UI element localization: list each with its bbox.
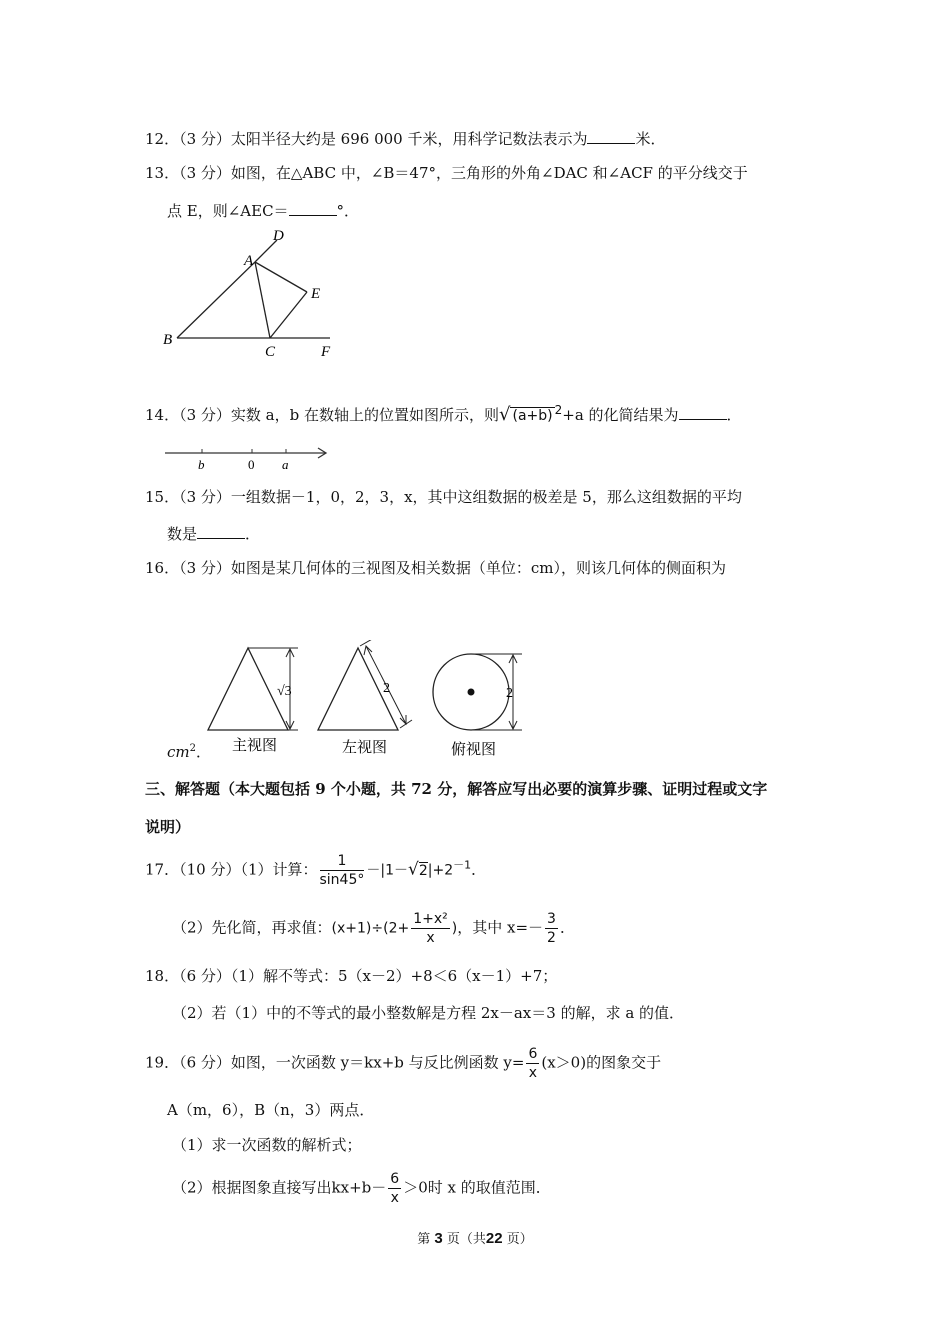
q17-p2-expr-a: (x+1)÷(2+ (331, 920, 410, 937)
q17-x-den: 2 (547, 930, 556, 946)
label-F: F (321, 344, 331, 360)
q19-line2: A（m，6），B（n，3）两点． (167, 1101, 375, 1119)
q19-part2 (172, 1170, 551, 1207)
q17-part2 (172, 910, 575, 947)
q13-tail: °． (336, 202, 360, 220)
footer-post: 页） (506, 1232, 533, 1247)
sqrt-icon: √ (408, 859, 419, 880)
q14-number: 14．（3 分） (145, 406, 231, 424)
q19-part1: （1）求一次函数的解析式； (172, 1136, 362, 1154)
section3-heading-cont: 说明） (145, 818, 191, 836)
q17-exp: －1 (453, 858, 472, 872)
q17-p2-tail: ． (559, 918, 575, 937)
q17-frac-num: 1 (320, 852, 365, 871)
q15-line2 (167, 523, 260, 544)
caption-front: 主视图 (232, 736, 278, 754)
q17-expr-a: －|1－ (366, 862, 408, 879)
q19-frac-den: x (528, 1065, 538, 1081)
q15-blank (197, 526, 245, 539)
slant-label: 2 (383, 681, 390, 696)
footer-pre: 第 (417, 1232, 431, 1247)
q17-p2-frac-num: 1+x² (413, 911, 448, 927)
q18-p1: （1）解不等式：5（x－2）+8＜6（x－1）+7； (230, 967, 558, 985)
q12-tail: 米． (635, 130, 666, 148)
q19-line1 (145, 1045, 661, 1082)
caption-left: 左视图 (342, 738, 388, 756)
q16-unit-text: cm (167, 743, 190, 761)
q13-line1 (145, 162, 748, 183)
section3-heading: 三、解答题（本大题包括 9 个小题，共 72 分，解答应写出必要的演算步骤、证明过程或文字 (145, 780, 768, 798)
label-A: A (244, 253, 254, 269)
q19-frac-num: 6 (528, 1046, 538, 1062)
q14-blank (679, 407, 727, 420)
q15-line1 (145, 486, 742, 507)
q19-number: 19．（6 分） (145, 1053, 231, 1072)
page-footer (0, 1228, 950, 1247)
caption-top: 俯视图 (451, 740, 497, 758)
q19-p2-fraction (388, 1170, 401, 1207)
label-D: D (273, 228, 284, 244)
q16-unit-exp: 2 (189, 743, 196, 754)
q14-text2: +a 的化简结果为 (562, 406, 679, 424)
q17-p2-frac-den: x (426, 930, 435, 946)
q14-tail: ． (726, 406, 742, 424)
q12-text: 太阳半径大约是 696 000 千米，用科学记数法表示为 (230, 130, 588, 148)
q16-number: 16．（3 分） (145, 559, 231, 577)
q13-blank (289, 203, 337, 216)
sqrt-icon: √ (499, 404, 511, 425)
q17-p2-where: ，其中 x=－ (457, 918, 544, 937)
q19-text: 如图，一次函数 y＝kx+b 与反比例函数 y= (230, 1053, 525, 1072)
diameter-label: 2 (506, 686, 513, 701)
q13-number: 13．（3 分） (145, 164, 231, 182)
label-E: E (311, 286, 321, 302)
q19-text2: (x＞0)的图象交于 (541, 1053, 662, 1072)
q12-number: 12．（3 分） (145, 130, 231, 148)
q19-p2-frac-den: x (390, 1190, 399, 1206)
q12 (145, 128, 666, 149)
q12-blank (587, 131, 635, 144)
q17-p2-expr-b: ) (451, 920, 458, 937)
q14-text: 实数 a，b 在数轴上的位置如图所示，则 (230, 406, 499, 424)
q13-text: 如图，在△ABC 中，∠B＝47°，三角形的外角∠DAC 和∠ACF 的平分线交于 (230, 164, 748, 182)
q17-p1-label: （1）计算： (240, 860, 318, 879)
q14-radicand: (a+b) (512, 408, 553, 424)
q14-exp: 2 (554, 403, 563, 417)
q17-x-num: 3 (547, 911, 556, 927)
q17-sqrt-arg: 2 (418, 862, 428, 879)
label-B: B (163, 332, 173, 348)
q19-fraction (526, 1045, 539, 1082)
q19-p2-text2: ＞0时 x 的取值范围． (403, 1178, 551, 1197)
q15-number: 15．（3 分） (145, 488, 231, 506)
q16-unit (167, 741, 211, 762)
axis-label-zero: 0 (248, 457, 255, 472)
q15-text: 一组数据－1，0，2，3，x，其中这组数据的极差是 5，那么这组数据的平均 (230, 488, 742, 506)
q17-x-fraction (545, 910, 558, 947)
q18-part2: （2）若（1）中的不等式的最小整数解是方程 2x－ax＝3 的解，求 a 的值． (172, 1004, 685, 1022)
q17-expr-b: |+2 (427, 862, 454, 879)
q18-part1 (145, 965, 557, 986)
q18-number: 18．（6 分） (145, 967, 231, 985)
q17-part1 (145, 852, 486, 889)
q16-text: 如图是某几何体的三视图及相关数据（单位：cm），则该几何体的侧面积为 (230, 559, 727, 577)
footer-mid: 页（共 (446, 1232, 486, 1247)
q17-p2-fraction (411, 910, 450, 947)
q13-line2 (167, 200, 359, 221)
q17-fraction (320, 852, 365, 889)
label-C: C (265, 344, 276, 360)
q17-p2-label: （2）先化简，再求值： (172, 918, 332, 937)
height-label: √3 (277, 684, 292, 699)
q13-text2: 点 E，则∠AEC＝ (167, 202, 289, 220)
q17-frac-den: sin45° (319, 872, 365, 888)
axis-label-b: b (198, 457, 205, 472)
q19-p2-text: （2）根据图象直接写出kx+b－ (172, 1178, 387, 1197)
footer-total-pages: 22 (485, 1230, 503, 1247)
q15-text2: 数是 (167, 525, 198, 543)
q16-unit-tail: ． (196, 743, 212, 761)
q14 (145, 403, 742, 425)
q15-tail: ． (245, 525, 261, 543)
axis-label-a: a (282, 457, 289, 472)
q13-triangle-figure (155, 222, 345, 362)
q17-number: 17．（10 分） (145, 860, 241, 879)
q16-three-views-figure (200, 640, 535, 762)
q17-tail: ． (471, 860, 487, 879)
q19-p2-frac-num: 6 (390, 1171, 400, 1187)
q14-number-line (160, 444, 335, 474)
q16-line1 (145, 557, 726, 578)
footer-page-number: 3 (434, 1230, 443, 1247)
